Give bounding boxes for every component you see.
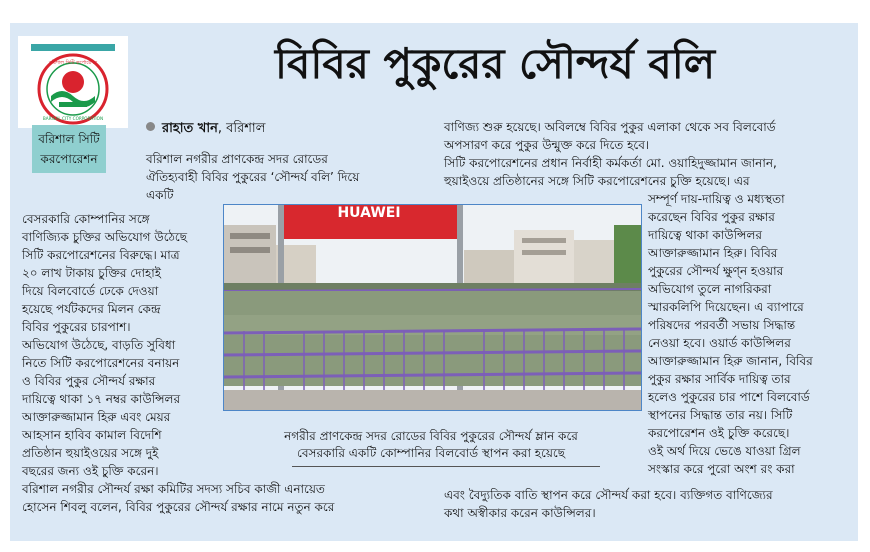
section-tag-line2: করপোরেশন xyxy=(40,152,98,166)
col2-line: সিটি করপোরেশনের প্রধান নির্বাহী কর্মকর্তা মো. ওয়াহিদুজ্জামান জানান, xyxy=(444,156,777,170)
col1-line: বেসরকারি কোম্পানির সঙ্গে xyxy=(22,212,150,226)
logo-accent-bar xyxy=(31,44,115,51)
byline-name: রাহাত খান xyxy=(162,121,218,136)
photo-billboard-text: HUAWEI xyxy=(337,205,401,221)
col1-line: প্রতিষ্ঠান হুয়াইওয়ের সঙ্গে দুই xyxy=(22,446,159,460)
logo-text-bottom: BARISAL CITY CORPORATION xyxy=(42,116,104,121)
col2-side-line: স্থাপনের সিদ্ধান্ত তার নয়। সিটি xyxy=(648,408,793,422)
col1-line: সিটি করপোরেশনের বিরুদ্ধে। মাত্র xyxy=(22,248,180,262)
caption-divider xyxy=(292,466,600,467)
logo-text-top: বরিশাল সিটি কর্পোরেশন xyxy=(48,60,98,66)
col1-line: দায়িত্বে থাকা ১৭ নম্বর কাউন্সিলর xyxy=(22,392,181,406)
col2-line: বাণিজ্য শুরু হয়েছে। অবিলম্বে বিবির পুকুর এলাকা থেকে সব বিলবোর্ড xyxy=(444,120,776,134)
bullet-icon xyxy=(146,122,155,131)
col2-side-line: আক্তারুজ্জামান হিরু। বিবির xyxy=(648,246,778,260)
col1-line: বরিশাল নগরীর প্রাণকেন্দ্র সদর রোডের xyxy=(146,152,328,166)
col1-line: বিবির পুকুরের চারপাশ। xyxy=(22,320,131,334)
section-tag-line1: বরিশাল সিটি xyxy=(38,132,100,146)
col1-line: ও বিবির পুকুর সৌন্দর্য রক্ষার xyxy=(22,374,156,388)
col2-bottom-line: এবং বৈদ্যুতিক বাতি স্থাপন করে সৌন্দর্য করা হবে। ব্যক্তিগত বাণিজ্যের xyxy=(444,488,773,502)
col1-line: দিয়ে বিলবোর্ডে ঢেকে দেওয়া xyxy=(22,284,159,298)
photo-caption xyxy=(226,428,636,462)
col2-side-line: সম্পূর্ণ দায়-দায়িত্ব ও মধ্যস্থতা xyxy=(648,192,785,206)
caption-line2: বেসরকারি একটি কোম্পানির বিলবোর্ড স্থাপন করা হয়েছে xyxy=(296,446,566,460)
news-photo xyxy=(223,204,642,411)
col1-line: একটি xyxy=(146,188,174,202)
caption-line1: নগরীর প্রাণকেন্দ্র সদর রোডের বিবির পুকুরের সৌন্দর্য ম্লান করে xyxy=(284,429,578,443)
col1-line: হোসেন শিবলু বলেন, বিবির পুকুরের সৌন্দর্য রক্ষার নামে নতুন করে xyxy=(22,500,335,514)
photo-pond xyxy=(224,291,641,386)
col1-line: ঐতিহ্যবাহী বিবির পুকুরের ‘সৌন্দর্য বলি’ দিয়ে xyxy=(146,170,360,184)
col1-line: অভিযোগ উঠেছে, বাড়তি সুবিধা xyxy=(22,338,176,352)
col1-line: আক্তারুজ্জামান হিরু এবং মেয়র xyxy=(22,410,171,424)
section-tag xyxy=(32,125,106,173)
col2-side-line: দায়িত্বে থাকা কাউন্সিলর xyxy=(648,228,763,242)
col2-side-line: হলেও পুকুরের চার পাশে বিলবোর্ড xyxy=(648,390,810,404)
col2-side-line: সংস্কার করে পুরো অংশ রং করা xyxy=(648,462,795,476)
col2-side-line: নেওয়া হবে। ওয়ার্ড কাউন্সিলর xyxy=(648,336,791,350)
col2-side-line: পুকুরের সৌন্দর্য ক্ষুণ্ন হওয়ার xyxy=(648,264,784,278)
col1-line: ২০ লাখ টাকায় চুক্তির দোহাই xyxy=(22,266,161,280)
byline-place: , বরিশাল xyxy=(217,121,266,136)
photo-illustration xyxy=(224,205,641,410)
col1-line: বাণিজ্যিক চুক্তির অভিযোগ উঠেছে xyxy=(22,230,188,244)
col1-line: আহসান হাবিব কামাল বিদেশি xyxy=(22,428,162,442)
col2-side-line: অভিযোগ তুলে নাগরিকরা xyxy=(648,282,772,296)
col1-line: বরিশাল নগরীর সৌন্দর্য রক্ষা কমিটির সদস্য সচিব কাজী এনায়েত xyxy=(22,482,325,496)
col2-side-line: পুকুর রক্ষার সার্বিক দায়িত্ব তার xyxy=(648,372,791,386)
col2-side-line: ওই অর্থ দিয়ে ভেঙে যাওয়া গ্রিল xyxy=(648,444,801,458)
col2-bottom-line: কথা অস্বীকার করেন কাউন্সিলর। xyxy=(444,506,596,520)
col2-side-line: আক্তারুজ্জামান হিরু জানান, বিবির xyxy=(648,354,813,368)
byline xyxy=(146,120,265,138)
logo-sun-icon xyxy=(62,71,84,93)
col2-line: অপসারণ করে পুকুর উন্মুক্ত করে দিতে হবে। xyxy=(444,138,650,152)
col2-side-line: পরিষদের পরবর্তী সভায় সিদ্ধান্ত xyxy=(648,318,796,332)
col1-line: নিতে সিটি করপোরেশনের বনায়ন xyxy=(22,356,180,370)
headline: বিবির পুকুরের সৌন্দর্য বলি xyxy=(274,39,716,88)
col1-line: হয়েছে পর্যটকদের মিলন কেন্দ্র xyxy=(22,302,161,316)
col2-side-line: করেছেন বিবির পুকুর রক্ষার xyxy=(648,210,775,224)
col2-side-line: স্মারকলিপি দিয়েছেন। এ ব্যাপারে xyxy=(648,300,804,314)
col2-line: হুয়াইওয়ে প্রতিষ্ঠানের সঙ্গে সিটি করপোরেশনের চুক্তি হয়েছে। এর xyxy=(444,174,750,188)
col1-line: বছরের জন্য ওই চুক্তি করেন। xyxy=(22,464,159,478)
col2-side-line: করপোরেশন ওই চুক্তি করেছে। xyxy=(648,426,790,440)
city-corporation-logo xyxy=(34,52,112,126)
